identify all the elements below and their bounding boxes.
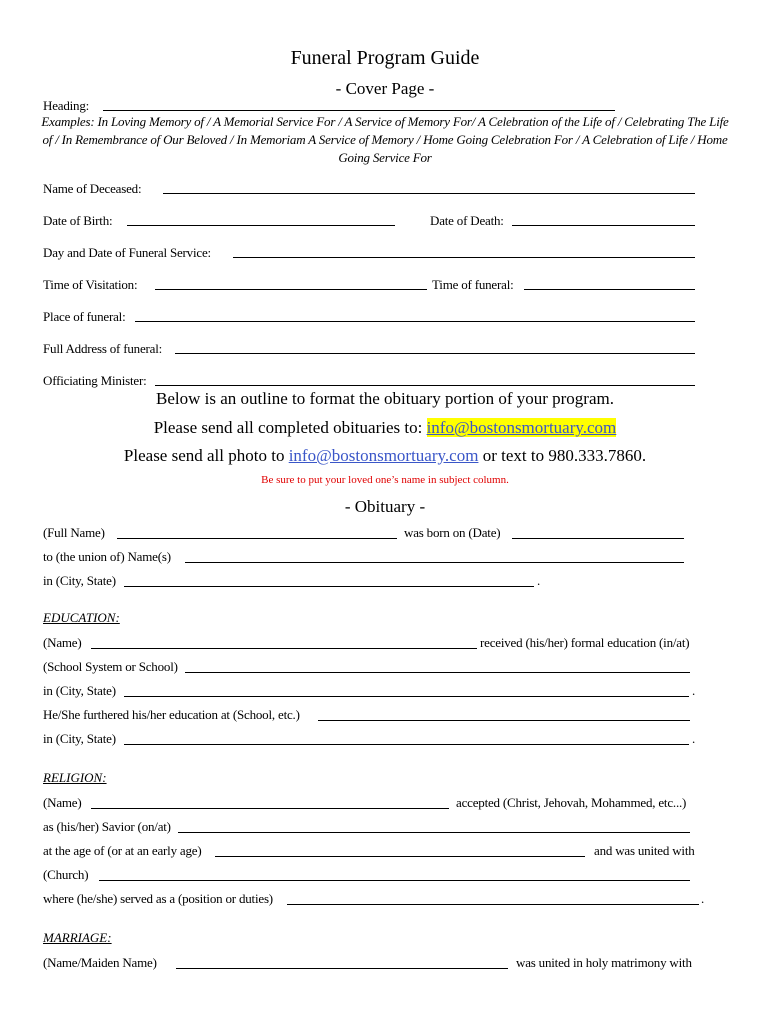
served-label: where (he/she) served as a (position or duties)	[43, 891, 273, 906]
religion-name-field[interactable]	[91, 808, 449, 809]
date-of-death-field[interactable]	[512, 225, 695, 226]
period: .	[701, 891, 705, 906]
maiden-name-field[interactable]	[176, 968, 508, 969]
send-obituary-line	[0, 418, 770, 438]
education-section-title: EDUCATION:	[43, 610, 120, 625]
text-phone-text: or text to 980.333.7860.	[478, 446, 647, 465]
heading-examples: Examples: In Loving Memory of / A Memorial Service For / A Service of Memory For/ A Celebration of the Life of / Celebrating The Life of / In Remembrance of Our Beloved / In Memoriam A Service of Memory / Home Going Celebration For / A Celebration of Life / Home Going Service For	[41, 114, 729, 165]
full-name-label: (Full Name)	[43, 525, 105, 540]
service-day-field[interactable]	[233, 257, 695, 258]
birth-city-state-field[interactable]	[124, 586, 534, 587]
age-label: at the age of (or at an early age)	[43, 843, 202, 858]
birth-date-field[interactable]	[512, 538, 684, 539]
holy-matrimony-label: was united in holy matrimony with	[516, 955, 692, 970]
time-of-funeral-label: Time of funeral:	[432, 277, 514, 292]
savior-label: as (his/her) Savior (on/at)	[43, 819, 171, 834]
time-of-visitation-field[interactable]	[155, 289, 427, 290]
period: .	[692, 731, 696, 746]
served-field[interactable]	[287, 904, 699, 905]
time-of-visitation-label: Time of Visitation:	[43, 277, 138, 292]
religion-name-label: (Name)	[43, 795, 82, 810]
school-label: (School System or School)	[43, 659, 178, 674]
united-with-label: and was united with	[594, 843, 695, 858]
date-of-birth-field[interactable]	[127, 225, 395, 226]
church-field[interactable]	[99, 880, 690, 881]
period: .	[537, 573, 541, 588]
send-obituary-text: Please send all completed obituaries to:	[153, 418, 427, 437]
birth-city-state-label: in (City, State)	[43, 573, 116, 588]
union-of-field[interactable]	[185, 562, 684, 563]
officiating-minister-field[interactable]	[155, 385, 695, 386]
full-name-field[interactable]	[117, 538, 397, 539]
obituary-email-link[interactable]: info@bostonsmortuary.com	[426, 418, 617, 437]
send-photo-line	[0, 446, 770, 466]
cover-page-subtitle: - Cover Page -	[335, 79, 435, 98]
further-city-state-field[interactable]	[124, 744, 689, 745]
photo-email-link[interactable]: info@bostonsmortuary.com	[288, 446, 479, 465]
school-city-state-label: in (City, State)	[43, 683, 116, 698]
name-of-deceased-label: Name of Deceased:	[43, 181, 142, 196]
received-education-label: received (his/her) formal education (in/at)	[480, 635, 690, 650]
address-of-funeral-field[interactable]	[175, 353, 695, 354]
furthered-education-field[interactable]	[318, 720, 690, 721]
education-name-field[interactable]	[91, 648, 477, 649]
union-of-label: to (the union of) Name(s)	[43, 549, 171, 564]
religion-section-title: RELIGION:	[43, 770, 107, 785]
date-of-death-label: Date of Death:	[430, 213, 504, 228]
savior-field[interactable]	[178, 832, 690, 833]
school-city-state-field[interactable]	[124, 696, 689, 697]
place-of-funeral-field[interactable]	[135, 321, 695, 322]
accepted-label: accepted (Christ, Jehovah, Mohammed, etc...)	[456, 795, 687, 810]
was-born-on-label: was born on (Date)	[404, 525, 501, 540]
heading-field[interactable]	[103, 110, 615, 111]
send-photo-text: Please send all photo to	[123, 446, 289, 465]
heading-label: Heading:	[43, 98, 90, 113]
document-title: Funeral Program Guide	[290, 47, 480, 69]
time-of-funeral-field[interactable]	[524, 289, 695, 290]
education-name-label: (Name)	[43, 635, 82, 650]
school-field[interactable]	[185, 672, 690, 673]
name-of-deceased-field[interactable]	[163, 193, 695, 194]
obituary-title: - Obituary -	[344, 497, 426, 516]
service-day-label: Day and Date of Funeral Service:	[43, 245, 211, 260]
period: .	[692, 683, 696, 698]
address-of-funeral-label: Full Address of funeral:	[43, 341, 163, 356]
officiating-minister-label: Officiating Minister:	[43, 373, 147, 388]
maiden-name-label: (Name/Maiden Name)	[43, 955, 157, 970]
subject-note: Be sure to put your loved one’s name in subject column.	[261, 474, 509, 486]
furthered-education-label: He/She furthered his/her education at (School, etc.)	[43, 707, 300, 722]
date-of-birth-label: Date of Birth:	[43, 213, 113, 228]
place-of-funeral-label: Place of funeral:	[43, 309, 126, 324]
outline-instruction: Below is an outline to format the obituary portion of your program.	[156, 389, 614, 408]
church-label: (Church)	[43, 867, 89, 882]
further-city-state-label: in (City, State)	[43, 731, 116, 746]
marriage-section-title: MARRIAGE:	[43, 930, 112, 945]
age-field[interactable]	[215, 856, 585, 857]
